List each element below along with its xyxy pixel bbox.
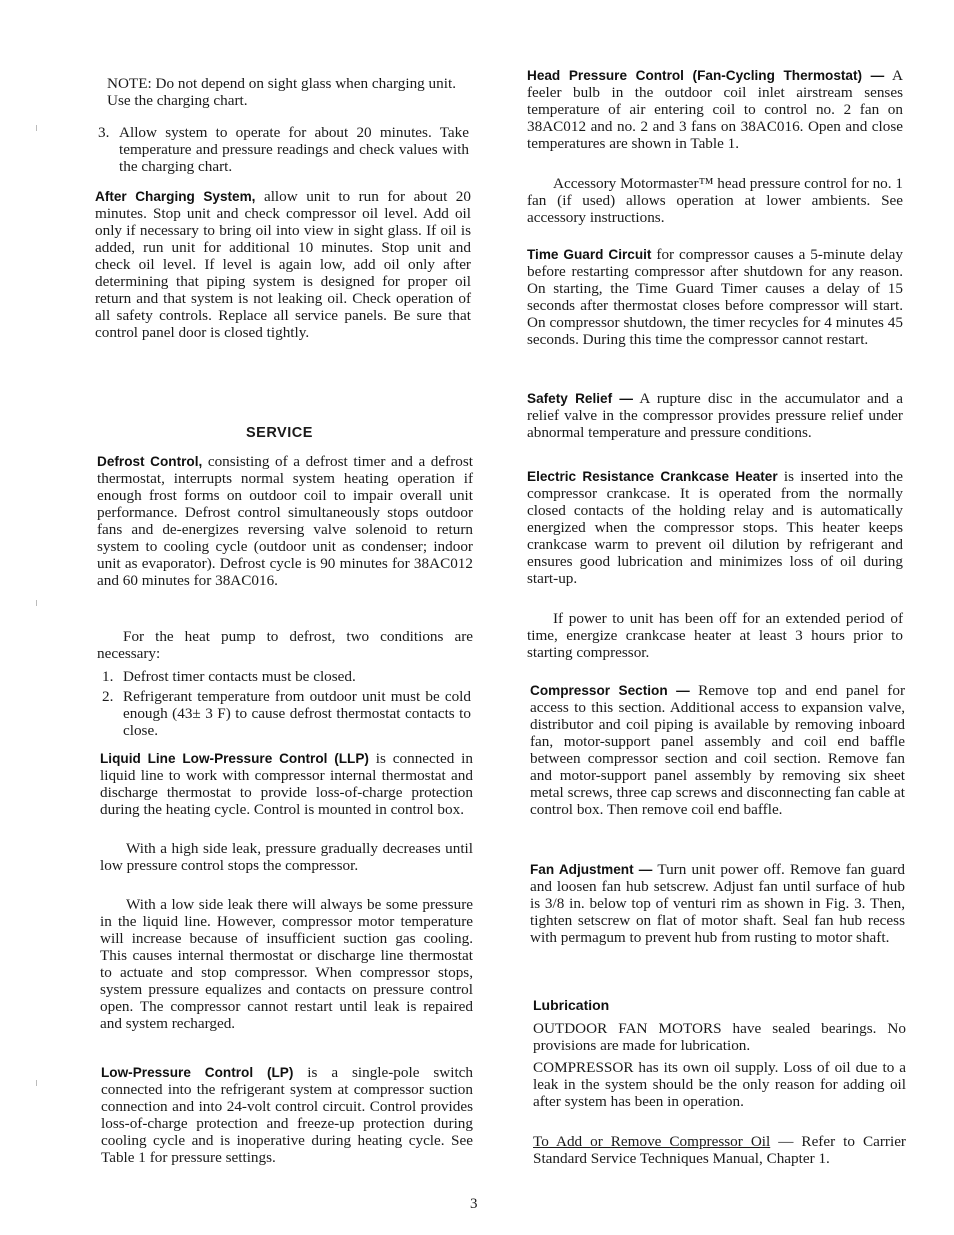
charging-note: NOTE: Do not depend on sight glass when charging unit. Use the charging chart.: [107, 75, 456, 109]
head-pressure-text: A feeler bulb in the outdoor coil inlet airstream senses temperature of air entering coil to control no. 2 fan on 38AC012 and no. 2 and 3 fans on 38AC016. Open and close temperatures are shown in Table 1.: [527, 67, 903, 152]
head-pressure-heading: Head Pressure Control (Fan-Cycling Thermostat) —: [527, 68, 885, 83]
scan-mark: [36, 1080, 37, 1086]
condition-1-number: 1.: [102, 668, 114, 685]
lp-heading: Low-Pressure Control (LP): [101, 1065, 294, 1080]
page-number: 3: [470, 1196, 478, 1212]
condition-2-text: Refrigerant temperature from outdoor unit must be cold enough (43± 3 F) to cause defrost thermostat contacts to close.: [123, 688, 471, 739]
llp-heading: Liquid Line Low-Pressure Control (LLP): [100, 751, 369, 766]
scan-mark: [36, 600, 37, 606]
after-charging-text: allow unit to run for about 20 minutes. Stop unit and check compressor oil level. Add oil only if necessary to bring oil into view in sight glass. If oil is added, run unit for additional 10 minutes. Stop unit and check oil level. If level is again low, add oil only after determining that piping system is designed for proper oil return and that system is not leaking oil. Check operation of all safety controls. Replace all service panels. Be sure that control panel door is closed tightly.: [95, 188, 471, 341]
outdoor-fan-paragraph: OUTDOOR FAN MOTORS have sealed bearings. No provisions are made for lubrication.: [533, 1020, 906, 1054]
crankcase-heater-heading: Electric Resistance Crankcase Heater: [527, 469, 778, 484]
llp-paragraph: [100, 750, 473, 818]
llp-text: is connected in liquid line to work with compressor internal thermostat and discharge thermostat to provide loss-of-charge protection during the heating cycle. Control is mounted in control box.: [100, 750, 473, 818]
step-3-number: 3.: [98, 124, 110, 141]
time-guard-text: for compressor causes a 5-minute delay before restarting compressor after shutdown for any reason. On starting, the Time Guard Timer causes a delay of 15 seconds after thermostat closes before compressor will start. On compressor shutdown, the timer recycles for 4 minutes 45 seconds. During this time the compressor cannot restart.: [527, 246, 903, 348]
add-oil-reference: To Add or Remove Compressor Oil: [533, 1133, 771, 1150]
lp-paragraph: [101, 1064, 473, 1166]
compressor-section-paragraph: [530, 682, 905, 818]
condition-1-text: Defrost timer contacts must be closed.: [123, 668, 356, 685]
crankcase-heater-text: is inserted into the compressor crankcase. It is operated from the normally closed contacts of the holding relay and is automatically energized when the compressor stops. This heater keeps crankcase warm to prevent oil dilution by refrigerant and ensures good lubrication and minimizes loss of oil during start-up.: [527, 468, 903, 587]
lp-text: is a single-pole switch connected into the refrigerant system at compressor suction connection and into 24-volt control circuit. Control provides loss-of-charge protection and freeze-up protection during cooling cycle and is inoperative during heating cycle. See Table 1 for pressure settings.: [101, 1064, 473, 1166]
time-guard-heading: Time Guard Circuit: [527, 247, 652, 262]
defrost-text: consisting of a defrost timer and a defrost thermostat, interrupts normal system heating operation if enough frost forms on outdoor coil to impair overall unit performance. Defrost control simultaneously stops outdoor fans and de-energizes reversing valve solenoid to return system to cooling cycle (outdoor unit as condenser; indoor unit as evaporator). Defrost cycle is 90 minutes for 38AC012 and 60 minutes for 38AC016.: [97, 453, 473, 589]
motormaster-paragraph: Accessory Motormaster™ head pressure control for no. 1 fan (if used) allows operation at lower ambients. See accessory instructions.: [527, 175, 903, 226]
time-guard-paragraph: [527, 246, 903, 348]
fan-adjustment-paragraph: [530, 861, 905, 946]
fan-adjustment-heading: Fan Adjustment —: [530, 862, 653, 877]
condition-1: [102, 668, 471, 685]
after-charging-paragraph: [95, 188, 471, 341]
low-side-leak: With a low side leak there will always be some pressure in the liquid line. However, compressor motor temperature will increase because of insufficient suction gas cooling. This causes internal thermostat or discharge line thermostat to actuate and stop compressor. When compressor stops, system pressure equalizes and contacts on pressure control open. The compressor cannot restart until leak is repaired and system recharged.: [100, 896, 473, 1032]
condition-2: [102, 688, 471, 739]
defrost-conditions: For the heat pump to defrost, two conditions are necessary:: [97, 628, 473, 662]
service-title: SERVICE: [246, 425, 313, 441]
head-pressure-paragraph: [527, 67, 903, 152]
compressor-oil-paragraph: COMPRESSOR has its own oil supply. Loss of oil due to a leak in the system should be the only reason for adding oil after system has been in operation.: [533, 1059, 906, 1110]
fan-adjustment-text: Turn unit power off. Remove fan guard and loosen fan hub setscrew. Adjust fan until surface of hub is 3/8 in. below top of venturi rim as shown in Fig. 3. Then, tighten setscrew on flat of motor shaft. Seal fan hub recess with permagum to prevent hub from rusting to motor shaft.: [530, 861, 905, 946]
lubrication-title: Lubrication: [533, 997, 610, 1013]
add-oil-text: — Refer to Carrier Standard Service Techniques Manual, Chapter 1.: [533, 1133, 906, 1167]
safety-relief-paragraph: [527, 390, 903, 441]
step-3-text: Allow system to operate for about 20 minutes. Take temperature and pressure readings and check values with the charging chart.: [119, 124, 469, 175]
defrost-paragraph: [97, 453, 473, 589]
safety-relief-text: A rupture disc in the accumulator and a relief valve in the compressor provides pressure relief under abnormal temperature and pressure conditions.: [527, 390, 903, 441]
condition-2-number: 2.: [102, 688, 114, 705]
scan-mark: [36, 125, 37, 131]
crankcase-heater-paragraph: [527, 468, 903, 587]
after-charging-heading: After Charging System,: [95, 189, 256, 204]
compressor-section-heading: Compressor Section —: [530, 683, 690, 698]
safety-relief-heading: Safety Relief —: [527, 391, 633, 406]
power-off-paragraph: If power to unit has been off for an extended period of time, energize crankcase heater at least 3 hours prior to starting compressor.: [527, 610, 903, 661]
defrost-heading: Defrost Control,: [97, 454, 203, 469]
high-side-leak: With a high side leak, pressure gradually decreases until low pressure control stops the compressor.: [100, 840, 473, 874]
add-oil-paragraph: [533, 1133, 906, 1167]
step-3: [98, 124, 469, 175]
compressor-section-text: Remove top and end panel for access to this section. Additional access to expansion valve, distributor and coil piping is available by removing inboard fan, motor-support panel assembly and coil end baffle between compressor section and coil section. Remove fan and motor-support panel assembly by removing six sheet metal screws, three cap screws and disconnecting fan cable at control box. Then remove coil end baffle.: [530, 682, 905, 818]
